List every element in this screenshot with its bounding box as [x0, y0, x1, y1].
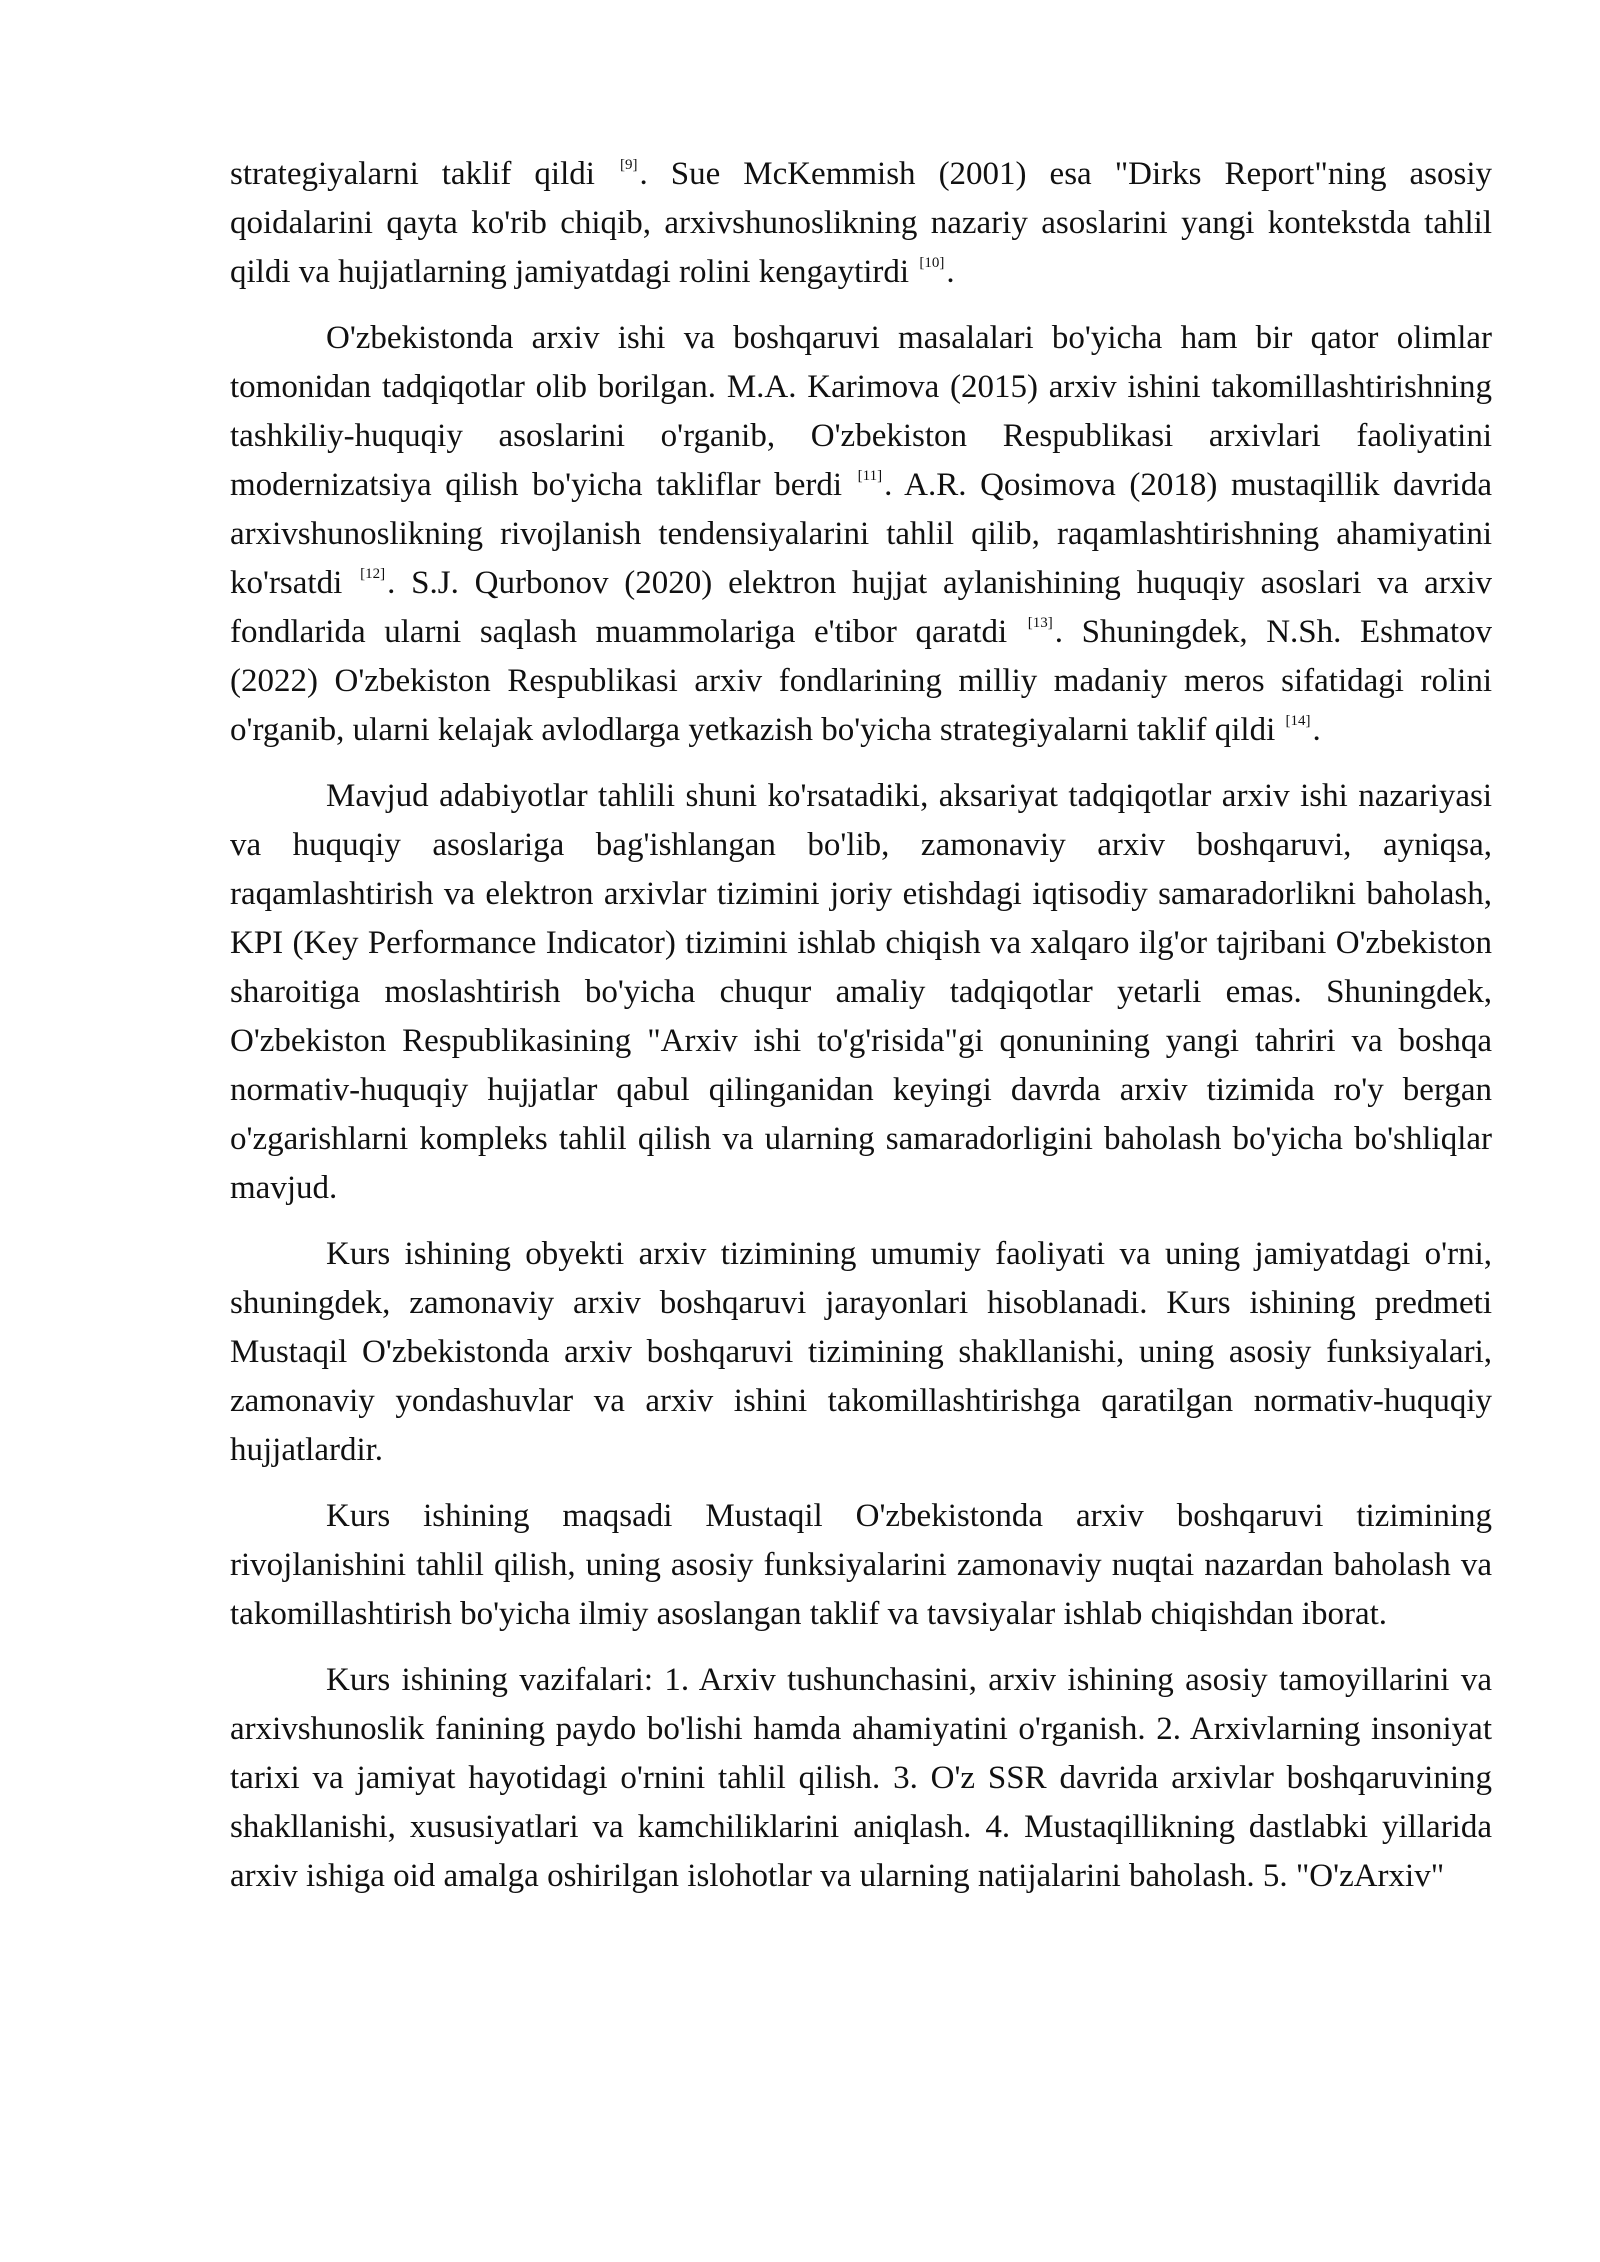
- paragraph-text: O'zbekistonda arxiv ishi va boshqaruvi masalalari bo'yicha ham bir qator olimlar tomonidan tadqiqotlar olib borilgan. M.A. Karimova (2015) arxiv ishini takomillashtirishning tashkiliy-huquqiy asoslarini o'rganib, O'zbekiston Respublikasi arxivlari faoliyatini modernizatsiya qilish bo'yicha takliflar berdi: [230, 320, 1492, 503]
- citation-reference: [12]: [360, 566, 386, 582]
- citation-reference: [10]: [919, 255, 945, 271]
- paragraph-text: . A.R. Qosimova (2018) mustaqillik davrida arxivshunoslikning rivojlanish tendensiyalarini tahlil qilib, raqamlashtirishning ahamiyatini ko'rsatdi: [230, 467, 1492, 601]
- paragraph-text: . Shuningdek, N.Sh. Eshmatov (2022) O'zbekiston Respublikasi arxiv fondlarining milliy madaniy meros sifatidagi rolini o'rganib, ularni kelajak avlodlarga yetkazish bo'yicha strategiyalarni taklif qildi: [230, 614, 1492, 748]
- paragraph-text: .: [1312, 712, 1321, 748]
- body-paragraph: [230, 1492, 1492, 1639]
- citation-reference: [11]: [857, 468, 883, 484]
- body-paragraph: [230, 150, 1492, 297]
- citation-reference: [13]: [1027, 615, 1053, 631]
- paragraph-text: Kurs ishining maqsadi Mustaqil O'zbekistonda arxiv boshqaruvi tizimining rivojlanishini tahlil qilish, uning asosiy funksiyalarini zamonaviy nuqtai nazardan baholash va takomillashtirish bo'yicha ilmiy asoslangan taklif va tavsiyalar ishlab chiqishdan iborat.: [230, 1498, 1492, 1632]
- citation-reference: [9]: [619, 157, 638, 173]
- paragraph-text: . S.J. Qurbonov (2020) elektron hujjat aylanishining huquqiy asoslari va arxiv fondlarida ularni saqlash muammolariga e'tibor qaratdi: [230, 565, 1492, 650]
- paragraph-text: . Sue McKemmish (2001) esa "Dirks Report"ning asosiy qoidalarini qayta ko'rib chiqib, arxivshunoslikning nazariy asoslarini yangi kontekstda tahlil qildi va hujjatlarning jamiyatdagi rolini kengaytirdi: [230, 156, 1492, 290]
- paragraph-text: Kurs ishining obyekti arxiv tizimining umumiy faoliyati va uning jamiyatdagi o'rni, shuningdek, zamonaviy arxiv boshqaruvi jarayonlari hisoblanadi. Kurs ishining predmeti Mustaqil O'zbekistonda arxiv boshqaruvi tizimining shakllanishi, uning asosiy funksiyalari, zamonaviy yondashuvlar va arxiv ishini takomillashtirishga qaratilgan normativ-huquqiy hujjatlardir.: [230, 1236, 1492, 1468]
- body-paragraph: [230, 314, 1492, 755]
- document-page: [230, 150, 1492, 1918]
- body-paragraph: [230, 772, 1492, 1213]
- paragraph-text: strategiyalarni taklif qildi: [230, 156, 618, 192]
- body-paragraph: [230, 1656, 1492, 1901]
- paragraph-text: Mavjud adabiyotlar tahlili shuni ko'rsatadiki, aksariyat tadqiqotlar arxiv ishi nazariyasi va huquqiy asoslariga bag'ishlangan bo'lib, zamonaviy arxiv boshqaruvi, ayniqsa, raqamlashtirish va elektron arxivlar tizimini joriy etishdagi iqtisodiy samaradorlikni baholash, KPI (Key Performance Indicator) tizimini ishlab chiqish va xalqaro ilg'or tajribani O'zbekiston sharoitiga moslashtirish bo'yicha chuqur amaliy tadqiqotlar yetarli emas. Shuningdek, O'zbekiston Respublikasining "Arxiv ishi to'g'risida"gi qonunining yangi tahriri va boshqa normativ-huquqiy hujjatlar qabul qilinganidan keyingi davrda arxiv tizimida ro'y bergan o'zgarishlarni kompleks tahlil qilish va ularning samaradorligini baholash bo'yicha bo'shliqlar mavjud.: [230, 778, 1492, 1206]
- paragraph-text: .: [946, 254, 955, 290]
- body-paragraph: [230, 1230, 1492, 1475]
- paragraph-text: Kurs ishining vazifalari: 1. Arxiv tushunchasini, arxiv ishining asosiy tamoyillarini va arxivshunoslik fanining paydo bo'lishi hamda ahamiyatini o'rganish. 2. Arxivlarning insoniyat tarixi va jamiyat hayotidagi o'rnini tahlil qilish. 3. O'z SSR davrida arxivlar boshqaruvining shakllanishi, xususiyatlari va kamchiliklarini aniqlash. 4. Mustaqillikning dastlabki yillarida arxiv ishiga oid amalga oshirilgan islohotlar va ularning natijalarini baholash. 5. "O'zArxiv": [230, 1662, 1492, 1894]
- citation-reference: [14]: [1285, 713, 1311, 729]
